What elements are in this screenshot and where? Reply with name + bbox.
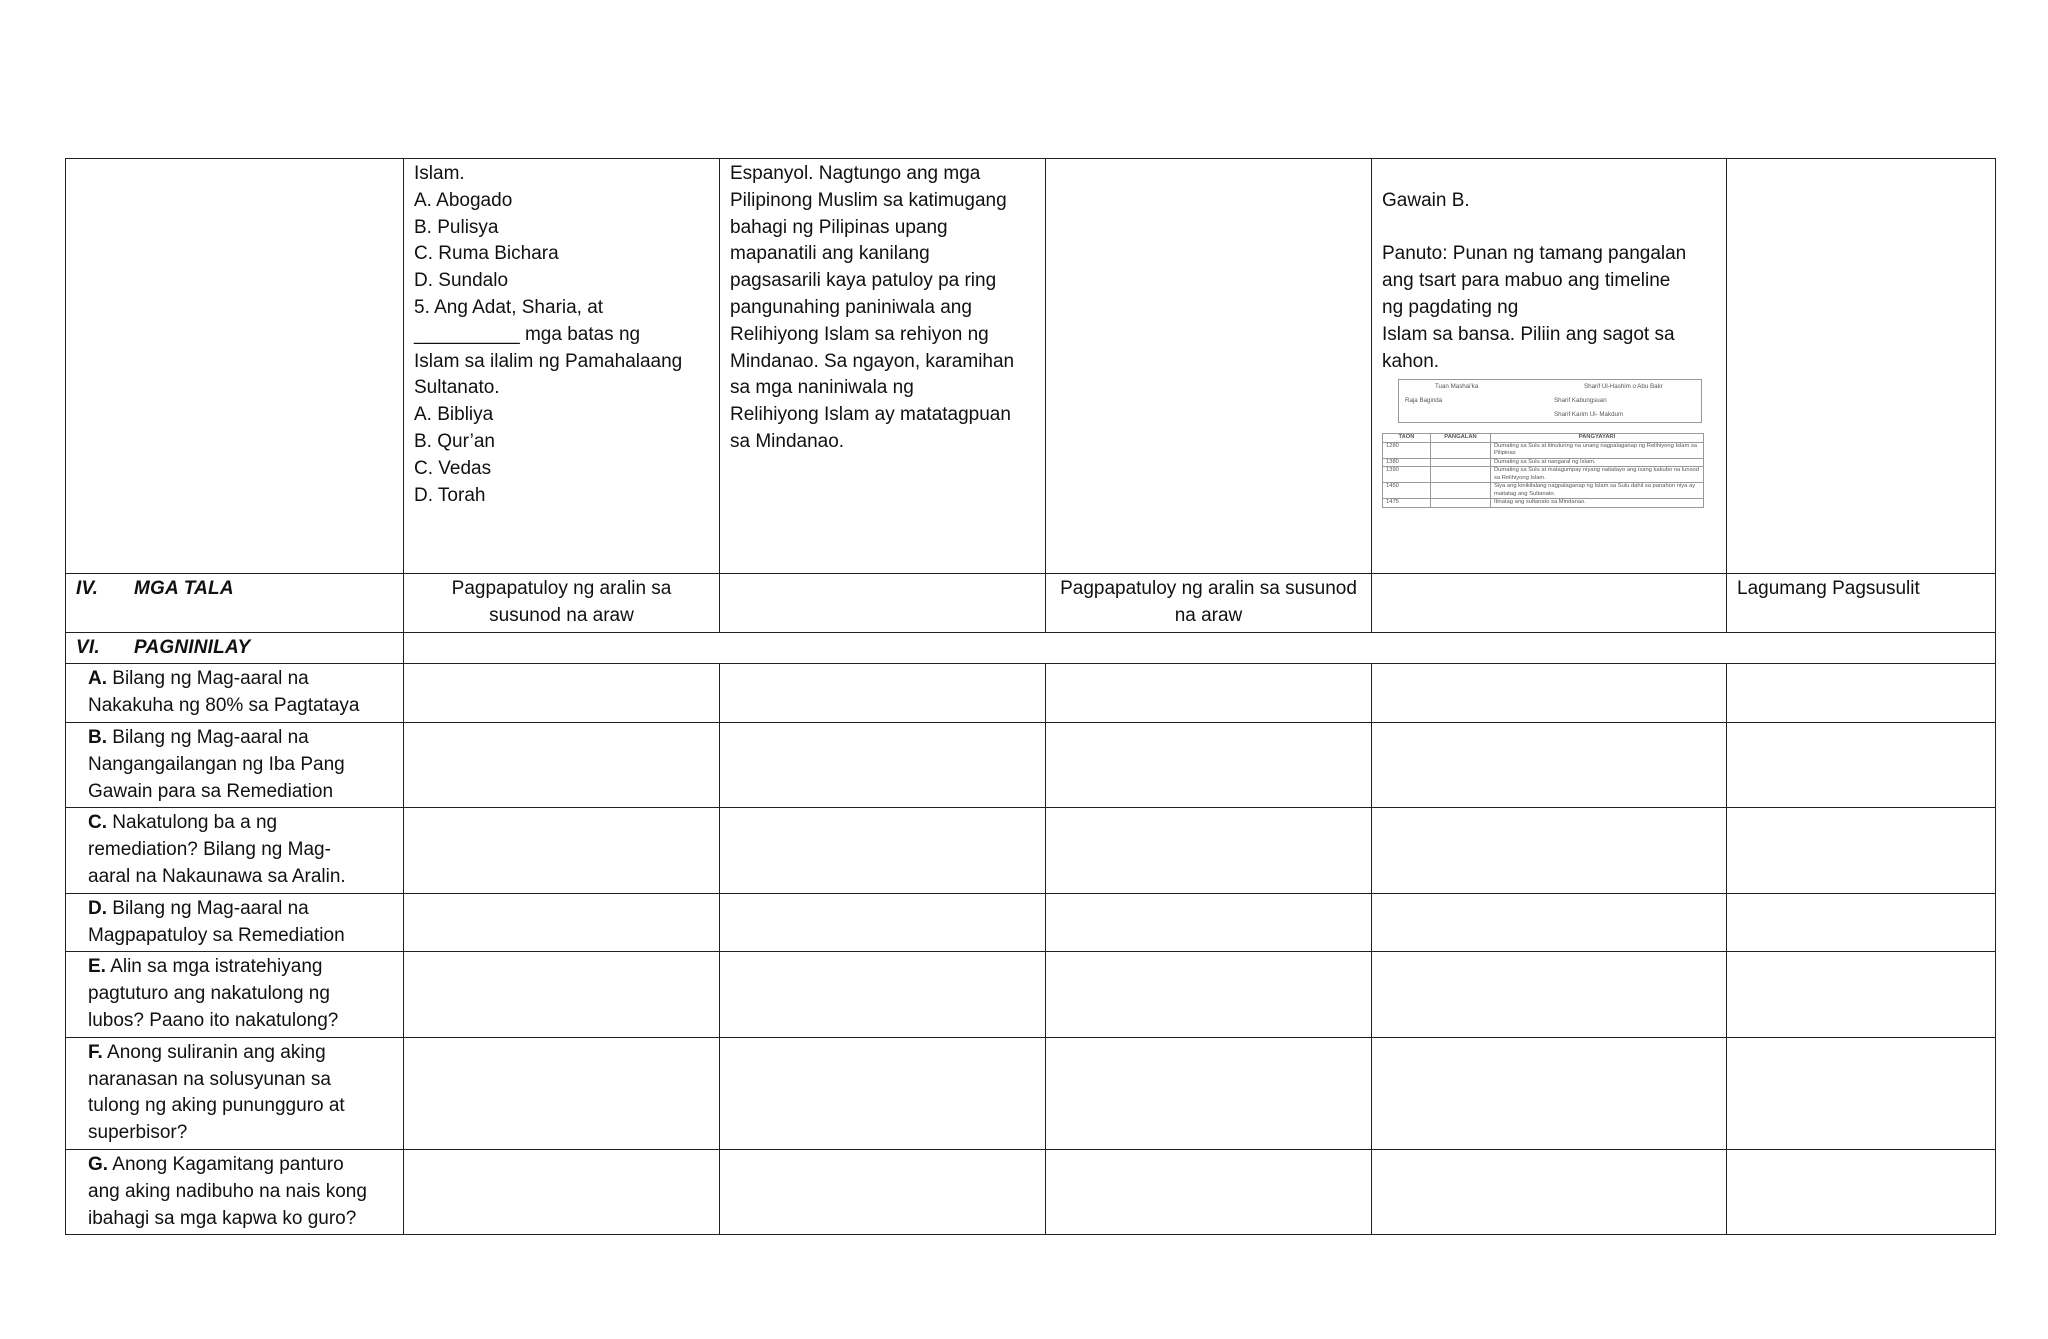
answer-cell[interactable] (404, 893, 720, 952)
reflection-row (66, 952, 1996, 1037)
answer-cell[interactable] (1046, 1037, 1372, 1149)
question-letter: G. (88, 1153, 109, 1175)
quiz-line: Islam. (414, 163, 465, 184)
question-line: lubos? Paano ito nakatulong? (88, 1009, 339, 1031)
question-line: Nakakuha ng 80% sa Pagtataya (88, 695, 360, 717)
mga-tala-note: Lagumang Pagsusulit (1727, 574, 1996, 633)
reflection-question (66, 664, 404, 723)
lesson-plan-table (65, 158, 1996, 1235)
timeline-row (1383, 467, 1704, 483)
reading-line: sa mga naniniwala ng (730, 377, 914, 399)
timeline-event: Itinatag ang sultanato sa Mindanao. (1491, 499, 1704, 508)
question-letter: F. (88, 1041, 103, 1063)
instruction-line: Islam sa bansa. Piliin ang sagot sa (1382, 323, 1675, 345)
quiz-line: A. Bibliya (414, 404, 494, 426)
question-line: Anong Kagamitang panturo (112, 1153, 344, 1175)
name-choice: Sharif Ul-Hashim o Abu Bakr (1584, 383, 1663, 391)
reading-line: Espanyol. Nagtungo ang mga (730, 163, 981, 184)
reflection-question (66, 808, 404, 893)
answer-cell[interactable] (1046, 664, 1372, 723)
reading-line: Relihiyong Islam sa rehiyon ng (730, 323, 989, 345)
timeline-event: Siya ang kinikilalang nagpalaganap ng Islam sa Sulu dahil sa panahon niya ay maitatag ang Sultanato. (1491, 483, 1704, 499)
mga-tala-note: Pagpapatuloy ng aralin sa susunod na araw (1046, 574, 1372, 633)
instruction-line: ang tsart para mabuo ang timeline (1382, 270, 1671, 292)
question-line: Bilang ng Mag-aaral na (112, 897, 309, 919)
timeline-event: Dumating sa Sulu at itinuturing na unang nagpalaganap ng Relihiyong Islam sa Pilipinas (1491, 442, 1704, 458)
answer-cell[interactable] (1372, 952, 1727, 1037)
answer-cell[interactable] (1727, 1149, 1996, 1234)
quiz-line: Islam sa ilalim ng Pamahalaang (414, 350, 683, 372)
answer-cell[interactable] (1046, 808, 1372, 893)
answer-cell[interactable] (404, 808, 720, 893)
answer-cell[interactable] (404, 1037, 720, 1149)
reading-cell (720, 159, 1046, 574)
name-choice: Sharif Karim Ul- Makdum (1554, 411, 1624, 419)
quiz-line: Sultanato. (414, 377, 500, 399)
answer-cell[interactable] (404, 952, 720, 1037)
reading-line: pagsasarili kaya patuloy pa ring (730, 270, 997, 292)
quiz-line: B. Pulisya (414, 216, 499, 238)
empty-cell (1372, 574, 1727, 633)
question-line: Nakatulong ba a ng (112, 812, 278, 834)
answer-cell[interactable] (1727, 722, 1996, 807)
timeline-row (1383, 499, 1704, 508)
quiz-line: A. Abogado (414, 189, 513, 211)
timeline-year: 1280 (1383, 442, 1431, 458)
question-line: superbisor? (88, 1122, 188, 1144)
empty-cell (404, 632, 1996, 664)
answer-cell[interactable] (404, 722, 720, 807)
reflection-question (66, 952, 404, 1037)
name-choice-box (1398, 379, 1702, 423)
answer-cell[interactable] (720, 1149, 1046, 1234)
answer-cell[interactable] (1727, 952, 1996, 1037)
answer-cell[interactable] (720, 808, 1046, 893)
answer-cell[interactable] (720, 664, 1046, 723)
instruction-line: kahon. (1382, 350, 1440, 372)
instruction-line: ng pagdating ng (1382, 296, 1519, 318)
quiz-cell (404, 159, 720, 574)
empty-cell (1046, 159, 1372, 574)
content-row (66, 159, 1996, 574)
question-line: ibahagi sa mga kapwa ko guro? (88, 1207, 357, 1229)
timeline-name-blank (1431, 442, 1491, 458)
reading-line: Relihiyong Islam ay matatagpuan (730, 404, 1011, 426)
quiz-line: B. Qur’an (414, 430, 495, 452)
section-title: PAGNINILAY (134, 636, 251, 658)
name-choice: Raja Baginda (1405, 397, 1443, 405)
timeline-year: 1390 (1383, 467, 1431, 483)
name-choice: Sharif Kabungsuan (1554, 397, 1607, 405)
answer-cell[interactable] (404, 1149, 720, 1234)
reading-line: bahagi ng Pilipinas upang (730, 216, 948, 238)
question-line: ang aking nadibuho na nais kong (88, 1180, 367, 1202)
reflection-row (66, 722, 1996, 807)
quiz-line: D. Sundalo (414, 270, 509, 292)
timeline-header-row (1383, 434, 1704, 443)
question-letter: E. (88, 956, 106, 978)
reading-line: mapanatili ang kanilang (730, 243, 930, 265)
timeline-event: Dumating sa Sulu at matagumpay niyang naitatayo ang isang kakubo na lunsod sa Relihiyong Islam. (1491, 467, 1704, 483)
question-line: Magpapatuloy sa Remediation (88, 924, 345, 946)
question-line: pagtuturo ang nakatulong ng (88, 983, 330, 1005)
question-line: Gawain para sa Remediation (88, 780, 334, 802)
quiz-line: C. Ruma Bichara (414, 243, 559, 265)
answer-cell[interactable] (720, 722, 1046, 807)
empty-cell (1727, 159, 1996, 574)
mga-tala-note: Pagpapatuloy ng aralin sa susunod na araw (404, 574, 720, 633)
timeline-table (1382, 433, 1704, 508)
quiz-line: __________ mga batas ng (414, 323, 641, 345)
quiz-line: D. Torah (414, 484, 486, 506)
timeline-year: 1380 (1383, 458, 1431, 467)
timeline-name-blank (1431, 467, 1491, 483)
answer-cell[interactable] (720, 952, 1046, 1037)
timeline-header: PANGYAYARI (1491, 434, 1704, 443)
timeline-name-blank (1431, 499, 1491, 508)
question-line: Nangangailangan ng Iba Pang (88, 753, 345, 775)
answer-cell[interactable] (1727, 893, 1996, 952)
timeline-row (1383, 458, 1704, 467)
question-line: Alin sa mga istratehiyang (110, 956, 323, 978)
question-letter: B. (88, 726, 107, 748)
answer-cell[interactable] (1372, 893, 1727, 952)
answer-cell[interactable] (1372, 722, 1727, 807)
timeline-row (1383, 483, 1704, 499)
reflection-row (66, 1037, 1996, 1149)
answer-cell[interactable] (1046, 1149, 1372, 1234)
name-choice: Tuan Mashai'ka (1435, 383, 1479, 391)
answer-cell[interactable] (720, 1037, 1046, 1149)
reading-line: Pilipinong Muslim sa katimugang (730, 189, 1007, 211)
timeline-row (1383, 442, 1704, 458)
reflection-row (66, 664, 1996, 723)
answer-cell[interactable] (1372, 808, 1727, 893)
mga-tala-row (66, 574, 1996, 633)
answer-cell[interactable] (1372, 1037, 1727, 1149)
timeline-year: 1475 (1383, 499, 1431, 508)
activity-title: Gawain B. (1382, 189, 1470, 211)
lesson-plan-sheet (65, 158, 1995, 1235)
instruction-line: Panuto: Punan ng tamang pangalan (1382, 243, 1687, 265)
answer-cell[interactable] (404, 664, 720, 723)
section-header (66, 574, 404, 633)
reflection-row (66, 893, 1996, 952)
reflection-question (66, 1037, 404, 1149)
timeline-year: 1450 (1383, 483, 1431, 499)
answer-cell[interactable] (720, 893, 1046, 952)
question-line: Anong suliranin ang aking (107, 1041, 326, 1063)
timeline-worksheet (1382, 379, 1704, 508)
reading-line: sa Mindanao. (730, 430, 845, 452)
timeline-name-blank (1431, 458, 1491, 467)
timeline-name-blank (1431, 483, 1491, 499)
timeline-event: Dumating sa Sulu at nangaral ng Islam. (1491, 458, 1704, 467)
answer-cell[interactable] (1046, 952, 1372, 1037)
question-line: tulong ng aking punungguro at (88, 1095, 345, 1117)
question-line: remediation? Bilang ng Mag- (88, 839, 331, 861)
answer-cell[interactable] (1046, 893, 1372, 952)
reading-line: pangunahing paniniwala ang (730, 296, 972, 318)
answer-cell[interactable] (1727, 808, 1996, 893)
question-letter: A. (88, 668, 107, 690)
reflection-question (66, 893, 404, 952)
question-line: naranasan na solusyunan sa (88, 1068, 331, 1090)
section-header (66, 632, 404, 664)
question-line: aaral na Nakaunawa sa Aralin. (88, 865, 346, 887)
reflection-question (66, 722, 404, 807)
reflection-row (66, 1149, 1996, 1234)
timeline-header: TAON (1383, 434, 1431, 443)
question-line: Bilang ng Mag-aaral na (112, 726, 309, 748)
quiz-line: C. Vedas (414, 457, 492, 479)
row-label-cell (66, 159, 404, 574)
answer-cell[interactable] (1372, 664, 1727, 723)
answer-cell[interactable] (1727, 1037, 1996, 1149)
reading-line: Mindanao. Sa ngayon, karamihan (730, 350, 1015, 372)
question-line: Bilang ng Mag-aaral na (112, 668, 309, 690)
answer-cell[interactable] (1727, 664, 1996, 723)
reflection-question (66, 1149, 404, 1234)
empty-cell (720, 574, 1046, 633)
section-title: MGA TALA (134, 578, 234, 599)
answer-cell[interactable] (1046, 722, 1372, 807)
quiz-line: 5. Ang Adat, Sharia, at (414, 296, 604, 318)
activity-cell (1372, 159, 1727, 574)
answer-cell[interactable] (1372, 1149, 1727, 1234)
section-number: VI. (76, 636, 100, 658)
reflection-row (66, 808, 1996, 893)
question-letter: D. (88, 897, 107, 919)
pagninilay-row (66, 632, 1996, 664)
timeline-header: PANGALAN (1431, 434, 1491, 443)
question-letter: C. (88, 812, 107, 834)
section-number: IV. (76, 578, 99, 599)
